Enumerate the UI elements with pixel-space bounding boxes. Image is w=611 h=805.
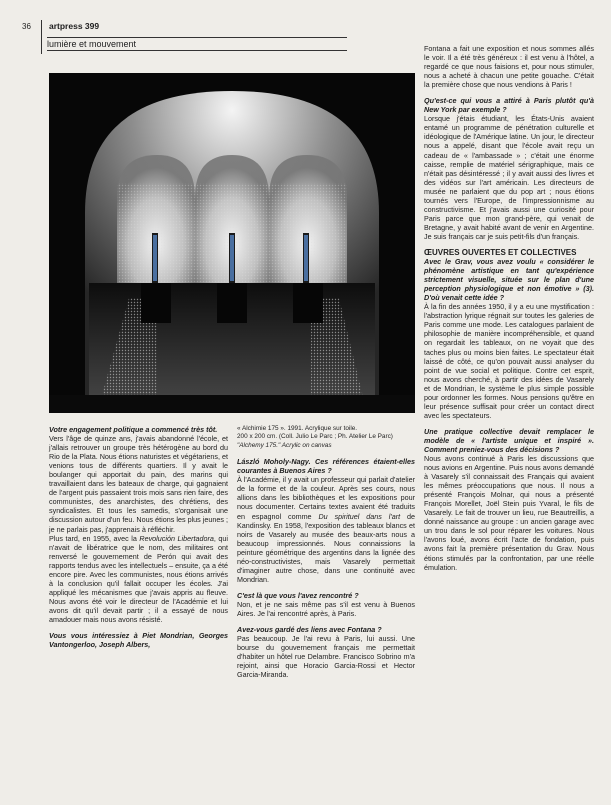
question-grav: Avec le Grav, vous avez voulu « considérer le phénomène artistique en tant qu'expérience strictement visuelle, située sur le plan d'une perception physiologique et non émotive » (3). D'où venait cette idée ? bbox=[424, 257, 594, 303]
page-number: 36 bbox=[22, 22, 31, 31]
answer-revolution-a: Plus tard, en 1955, avec la bbox=[49, 533, 140, 543]
answer-grav: À la fin des années 1950, il y a eu une mystification : l'abstraction lyrique régnait sur toutes les galeries de Paris comme une mode. Les catalogues parlaient de philosophie de manière incompréhensible, et quand on regardait les tableaux, on ne voyait que des taches plus ou moins bien faites. Le spectateur était laissé de côté, ce qu'on pouvait aussi analyser du point de vue social et politique. Contre cet esprit, nous avons cherché, à partir des idées de Vasarely et de Mondrian, le système le plus simple possible pour ordonner les formes. Nous pensions qu'être en leur présence suffisait pour créer un contact direct avec les spectateurs. bbox=[424, 302, 594, 420]
caption-line-2: 200 x 200 cm. (Coll. Julio Le Parc ; Ph. Atelier Le Parc) bbox=[237, 433, 393, 441]
question-fontana: Avez-vous gardé des liens avec Fontana ? bbox=[237, 625, 382, 635]
column-2 bbox=[237, 425, 415, 679]
column-3 bbox=[424, 44, 594, 572]
answer-collective: Nous avons continué à Paris les discussions que nous avions en Argentine. Puis nous avons demandé à Vasarely s'il connaissait des Français qui avaient les mêmes préoccupations que nous. Il nous a présenté François Molnar, qui nous a présenté François Morellet, Joël Stein puis Yvaral, le fils de Vasarely. Le fait de trouver un lieu, rue Beautreillis, a donné naissance au groupe : un ancien garage avec un trou dans le sol pour réparer les voitures. Nous l'avons loué, avons écrit l'acte de fondation, puis avons fait la première présentation du Grav. Nous étions stimulés par la confrontation, par une réelle émulation. bbox=[424, 454, 594, 572]
question-political: Votre engagement politique a commencé très tôt. bbox=[49, 425, 218, 434]
caption-line-3: "Alchemy 175." Acrylic on canvas bbox=[237, 441, 332, 449]
answer-revolution-b: , qui n'avait de libératrice que le nom, des militaires ont renversé le gouvernement de Perón qui avait des rapports tendus avec les intellectuels – ensuite, ça a été encore pire. Avec les communistes, nous étions arrivés à la conclusion qu'il fallait occuper les écoles. J'ai appliqué les mécanismes que j'avais appris au fleuve. Nous avons été voir le directeur de l'Académie et lui avons dit qu'il devait partir ; il a essayé de nous amadouer mais nous avons résisté. bbox=[49, 533, 228, 624]
answer-references-title: Du spirituel dans l'art bbox=[318, 511, 401, 521]
answer-revolution-title: Revolución Libertadora bbox=[139, 533, 214, 543]
section-heading: ŒUVRES OUVERTES ET COLLECTIVES bbox=[424, 247, 577, 257]
answer-paris: Lorsque j'étais étudiant, les États-Unis avaient entamé un programme de pénétration culturelle et idéologique de l'Amérique latine. Un jour, le directeur nous a appelé, disant que l'école avait reçu un cadeau de « l'ambassade » ; c'était une énorme caisse, remplie de matériel sérigraphique, mais ce n'était pas désintéressé ; il y avait aussi des livres et des vidéos sur l'art américain. Les directeurs de musée ne parlaient que du pop art ; nous étions tournés vers l'Europe, de l'impressionnisme au constructivisme. Et j'avais aussi une curiosité pour Paris parce que mon grand-père, qui venait de Bretagne, y avait habité avant de venir en Argentine. Je suis français car je suis petit-fils d'un français. bbox=[424, 114, 594, 241]
answer-political: Vers l'âge de quinze ans, j'avais abandonné l'école, et j'allais retrouver un groupe très hétérogène au bord du Rio de la Plata. Nous étions naturistes et végétariens, et venions tous de différents quartiers. Il y avait le boulanger qui apportait du pain, des marins qui travaillaient dans les bateaux de charge, qui gagnaient de l'argent puis passaient trois mois sans rien faire, des communistes, des anarchistes, des chrétiens, des syndicalistes. Et tous les samedis, s'organisait une discussion autour d'un feu. Nous étions les plus jeunes ; je ne parlais pas, j'apprenais à réfléchir. bbox=[49, 434, 228, 534]
column-1 bbox=[49, 425, 228, 649]
image-caption bbox=[237, 425, 415, 450]
question-collective: Une pratique collective devait remplacer le modèle de « l'artiste unique et inspiré ». Comment preniez-vous des décisions ? bbox=[424, 426, 594, 454]
caption-line-1: « Alchimie 175 ». 1991. Acrylique sur toile. bbox=[237, 425, 358, 432]
paragraph-continuation: Fontana a fait une exposition et nous sommes allés le voir. Il a été très généreux : il est venu à l'hôtel, a regardé ce que nous faisions et, pour nous stimuler, nous a acheté à chacun une petite gouache. C'était la première chose que nous vendions à Paris ! bbox=[424, 44, 594, 90]
answer-fontana: Pas beaucoup. Je l'ai revu à Paris, lui aussi. Une bourse du gouvernement français me permettait d'habiter un hôtel rue Delambre. Francisco Sobrino m'a rejoint, ainsi que Horacio Garcia-Rossi et Hector Garcia-Miranda. bbox=[237, 634, 415, 680]
question-influences: Vous vous intéressiez à Piet Mondrian, Georges Vantongerloo, Joseph Albers, bbox=[49, 631, 228, 650]
artwork-image bbox=[49, 73, 415, 413]
section-title: lumière et mouvement bbox=[47, 37, 347, 51]
magazine-title: artpress 399 bbox=[49, 21, 100, 31]
answer-meeting: Non, et je ne sais même pas s'il est venu à Buenos Aires. Je l'ai rencontré après, à Paris. bbox=[237, 599, 415, 618]
question-meeting: C'est là que vous l'avez rencontré ? bbox=[237, 590, 359, 600]
answer-revolution bbox=[49, 534, 228, 624]
answer-references bbox=[237, 475, 415, 584]
header-divider bbox=[41, 20, 42, 54]
question-paris: Qu'est-ce qui vous a attiré à Paris plutôt qu'à New York par exemple ? bbox=[424, 96, 594, 115]
answer-references-a: À l'Académie, il y avait un professeur qui parlait d'atelier de la forme et de la couleur. Après ses cours, nous allions dans les bibliothèques et les expositions pour nous documenter. Certains textes avaient été traduits en espagnol comme bbox=[237, 475, 415, 521]
answer-references-b: de Kandinsky. En 1958, l'exposition des tableaux blancs et noirs de Vasarely au musée des beaux-arts nous a beaucoup impressionnés. Nous connaissions la peinture géométrique des argentins dans la lignée des néo-constructivistes, mais Vasarely permettait d'imaginer autre chose, dans une continuité avec Mondrian. bbox=[237, 511, 415, 584]
question-references: László Moholy-Nagy. Ces références étaient-elles courantes à Buenos Aires ? bbox=[237, 457, 415, 476]
